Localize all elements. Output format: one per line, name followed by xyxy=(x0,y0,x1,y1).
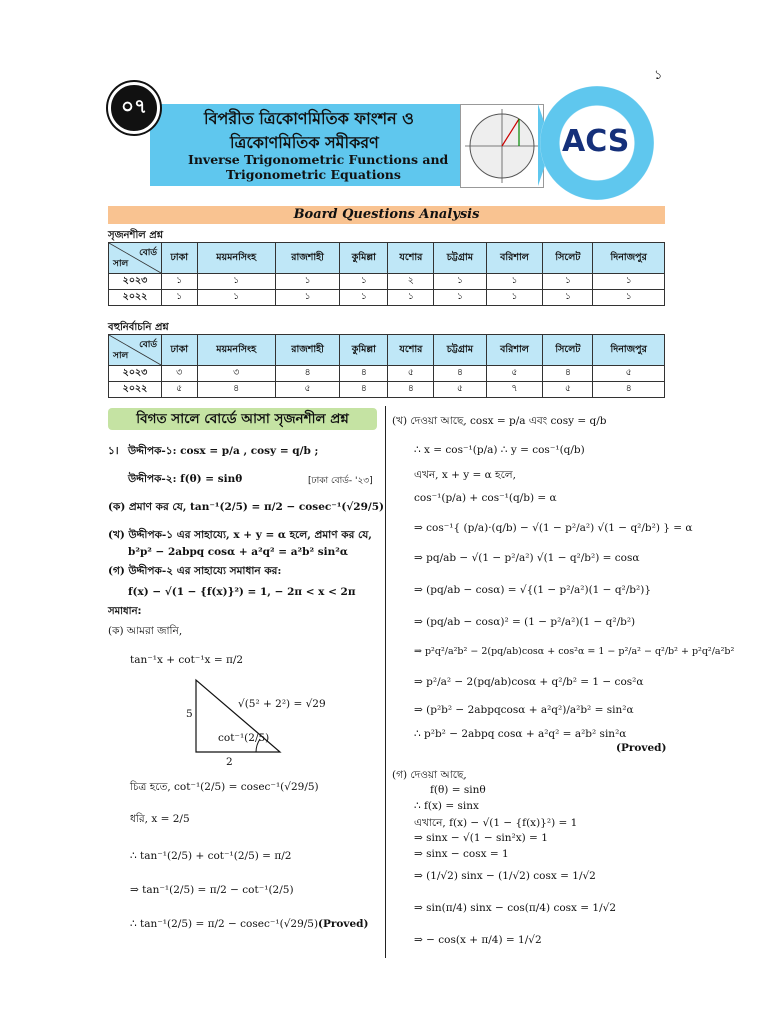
column-divider xyxy=(385,406,386,958)
count-cell: ৪ xyxy=(593,382,665,398)
board-header: ঢাকা xyxy=(162,243,198,274)
table-row xyxy=(109,382,665,398)
corner-cell xyxy=(109,335,162,366)
right-triangle-figure xyxy=(190,676,290,756)
question-b-line2: b²p² − 2abpq cosα + a²q² = a²b² sin²α xyxy=(128,546,348,558)
count-cell: ৫ xyxy=(388,366,434,382)
mcq-label: বহুনির্বাচনি প্রশ্ন xyxy=(108,322,169,333)
solution-step-2: চিত্র হতে, cot⁻¹(2/5) = cosec⁻¹(√29/5) xyxy=(130,781,319,793)
count-cell: ৫ xyxy=(543,382,593,398)
chapter-number: ০৭ xyxy=(108,82,160,134)
chapter-title-en-2: Trigonometric Equations xyxy=(226,167,401,182)
board-header: যশোর xyxy=(388,335,434,366)
question-b-line1: (খ) উদ্দীপক-১ এর সাহায্যে, x + y = α হলে, প্রমাণ কর যে, xyxy=(108,529,372,541)
part-b-given: (খ) দেওয়া আছে, cosx = p/a এবং cosy = q/b xyxy=(392,415,607,427)
triangle-side-label: 5 xyxy=(186,708,193,720)
year-cell: ২০২২ xyxy=(109,290,162,306)
part-c-step-2: ∴ f(x) = sinx xyxy=(414,800,479,812)
count-cell: ১ xyxy=(162,274,198,290)
count-cell: ৫ xyxy=(486,366,543,382)
count-cell: ১ xyxy=(388,290,434,306)
count-cell: ৫ xyxy=(275,382,339,398)
part-b-step-4: ⇒ cos⁻¹{ (p/a)·(q/b) − √(1 − p²/a²) √(1 − q²/b²) } = α xyxy=(414,522,693,534)
question-c-line1: (গ) উদ্দীপক-২ এর সাহায্যে সমাধান কর: xyxy=(108,565,282,577)
stem-2: উদ্দীপক-২: f(θ) = sinθ xyxy=(128,473,243,485)
part-c-step-7: ⇒ sin(π/4) sinx − cos(π/4) cosx = 1/√2 xyxy=(414,902,617,914)
corner-year: সাল xyxy=(113,259,129,269)
creative-table xyxy=(108,242,665,306)
count-cell: ৩ xyxy=(162,366,198,382)
solution-a-intro: (ক) আমরা জানি, xyxy=(108,625,183,637)
solution-step-3: ধরি, x = 2/5 xyxy=(130,813,190,825)
count-cell: ১ xyxy=(162,290,198,306)
count-cell: ৪ xyxy=(340,382,388,398)
solution-label: সমাধান: xyxy=(108,606,142,617)
board-header: রাজশাহী xyxy=(275,243,339,274)
count-cell: ৪ xyxy=(388,382,434,398)
table-row xyxy=(109,274,665,290)
year-cell: ২০২২ xyxy=(109,382,162,398)
part-b-step-10: ⇒ (p²b² − 2abpqcosα + a²q²)/a²b² = sin²α xyxy=(414,704,634,716)
corner-year: সাল xyxy=(113,351,129,361)
count-cell: ৪ xyxy=(275,366,339,382)
corner-board: বোর্ড xyxy=(139,248,157,258)
part-b-step-7: ⇒ (pq/ab − cosα)² = (1 − p²/a²)(1 − q²/b²) xyxy=(414,616,636,628)
count-cell: ৫ xyxy=(434,382,486,398)
count-cell: ৫ xyxy=(162,382,198,398)
count-cell: ৪ xyxy=(340,366,388,382)
part-c-given: (গ) দেওয়া আছে, xyxy=(392,769,467,781)
part-b-step-6: ⇒ (pq/ab − cosα) = √{(1 − p²/a²)(1 − q²/b²)} xyxy=(414,584,651,596)
solution-step-5: ⇒ tan⁻¹(2/5) = π/2 − cot⁻¹(2/5) xyxy=(130,884,294,896)
solution-step-1: tan⁻¹x + cot⁻¹x = π/2 xyxy=(130,654,244,666)
mcq-header-row xyxy=(109,335,665,366)
page-number: ১ xyxy=(654,68,663,83)
count-cell: ৭ xyxy=(486,382,543,398)
acs-logo: ACS xyxy=(562,124,630,159)
part-c-step-8: ⇒ − cos(x + π/4) = 1/√2 xyxy=(414,934,542,946)
count-cell: ১ xyxy=(340,290,388,306)
count-cell: ১ xyxy=(340,274,388,290)
creative-label: সৃজনশীল প্রশ্ন xyxy=(108,230,163,241)
count-cell: ৫ xyxy=(593,366,665,382)
board-header: দিনাজপুর xyxy=(593,243,665,274)
chapter-title-bn-1: বিপরীত ত্রিকোণমিতিক ফাংশন ও xyxy=(204,109,414,128)
board-header: যশোর xyxy=(388,243,434,274)
count-cell: ১ xyxy=(434,290,486,306)
count-cell: ৪ xyxy=(434,366,486,382)
part-b-step-9: ⇒ p²/a² − 2(pq/ab)cosα + q²/b² = 1 − cos²α xyxy=(414,676,644,688)
count-cell: ১ xyxy=(434,274,486,290)
board-header: ঢাকা xyxy=(162,335,198,366)
count-cell: ১ xyxy=(543,290,593,306)
creative-header-row xyxy=(109,243,665,274)
part-c-step-3: এখানে, f(x) − √(1 − {f(x)}²) = 1 xyxy=(414,817,578,829)
section-title: বিগত সালে বোর্ডে আসা সৃজনশীল প্রশ্ন xyxy=(108,408,377,430)
board-header: চট্টগ্রাম xyxy=(434,335,486,366)
triangle-hypotenuse-label: √(5² + 2²) = √29 xyxy=(238,698,326,710)
board-header: চট্টগ্রাম xyxy=(434,243,486,274)
mcq-table xyxy=(108,334,665,398)
count-cell: ২ xyxy=(388,274,434,290)
triangle-base-label: 2 xyxy=(226,756,233,768)
board-header: সিলেট xyxy=(543,243,593,274)
count-cell: ১ xyxy=(197,274,275,290)
part-c-step-5: ⇒ sinx − cosx = 1 xyxy=(414,848,509,860)
part-b-step-1: ∴ x = cos⁻¹(p/a) ∴ y = cos⁻¹(q/b) xyxy=(414,444,585,456)
count-cell: ১ xyxy=(486,274,543,290)
board-header: রাজশাহী xyxy=(275,335,339,366)
count-cell: ১ xyxy=(486,290,543,306)
part-b-step-8: ⇒ p²q²/a²b² − 2(pq/ab)cosα + cos²α = 1 − p²/a² − q²/b² + p²q²/a²b² xyxy=(414,646,735,657)
solution-step-6: ∴ tan⁻¹(2/5) = π/2 − cosec⁻¹(√29/5) xyxy=(130,918,319,930)
triangle-angle-label: cot⁻¹(2/5) xyxy=(218,732,270,744)
proved-a: (Proved) xyxy=(318,918,369,930)
solution-step-4: ∴ tan⁻¹(2/5) + cot⁻¹(2/5) = π/2 xyxy=(130,850,292,862)
year-cell: ২০২৩ xyxy=(109,274,162,290)
board-header: কুমিল্লা xyxy=(340,243,388,274)
board-header: বরিশাল xyxy=(486,335,543,366)
count-cell: ১ xyxy=(275,274,339,290)
year-cell: ২০২৩ xyxy=(109,366,162,382)
count-cell: ১ xyxy=(197,290,275,306)
proved-b: (Proved) xyxy=(616,742,667,754)
stem-1: উদ্দীপক-১: cosx = p/a , cosy = q/b ; xyxy=(128,445,319,457)
board-header: বরিশাল xyxy=(486,243,543,274)
table-row xyxy=(109,366,665,382)
part-b-step-5: ⇒ pq/ab − √(1 − p²/a²) √(1 − q²/b²) = cosα xyxy=(414,552,640,564)
count-cell: ৪ xyxy=(197,382,275,398)
count-cell: ১ xyxy=(543,274,593,290)
part-c-step-4: ⇒ sinx − √(1 − sin²x) = 1 xyxy=(414,832,548,844)
count-cell: ৪ xyxy=(543,366,593,382)
part-b-step-11: ∴ p²b² − 2abpq cosα + a²q² = a²b² sin²α xyxy=(414,728,627,740)
board-header: দিনাজপুর xyxy=(593,335,665,366)
count-cell: ১ xyxy=(275,290,339,306)
question-c-line2: f(x) − √(1 − {f(x)}²) = 1, − 2π < x < 2π xyxy=(128,586,356,598)
part-c-step-1: f(θ) = sinθ xyxy=(430,784,486,796)
count-cell: ৩ xyxy=(197,366,275,382)
question-a: (ক) প্রমাণ কর যে, tan⁻¹(2/5) = π/2 − cosec⁻¹(√29/5) xyxy=(108,501,385,513)
board-header: কুমিল্লা xyxy=(340,335,388,366)
board-header: ময়মনসিংহ xyxy=(197,243,275,274)
question-number: ১। xyxy=(108,445,119,457)
unit-circle-figure xyxy=(460,104,544,188)
corner-board: বোর্ড xyxy=(139,340,157,350)
count-cell: ১ xyxy=(593,274,665,290)
corner-cell xyxy=(109,243,162,274)
table-row xyxy=(109,290,665,306)
count-cell: ১ xyxy=(593,290,665,306)
analysis-title: Board Questions Analysis xyxy=(108,206,665,224)
part-c-step-6: ⇒ (1/√2) sinx − (1/√2) cosx = 1/√2 xyxy=(414,870,596,882)
chapter-title-bn-2: ত্রিকোণমিতিক সমীকরণ xyxy=(230,133,379,152)
chapter-title-en-1: Inverse Trigonometric Functions and xyxy=(188,152,449,167)
part-b-step-3: cos⁻¹(p/a) + cos⁻¹(q/b) = α xyxy=(414,492,557,504)
part-b-step-2: এখন, x + y = α হলে, xyxy=(414,469,516,481)
board-tag: [ঢাকা বোর্ড- '২৩] xyxy=(308,476,373,486)
board-header: ময়মনসিংহ xyxy=(197,335,275,366)
board-header: সিলেট xyxy=(543,335,593,366)
unit-circle-icon xyxy=(461,105,543,187)
